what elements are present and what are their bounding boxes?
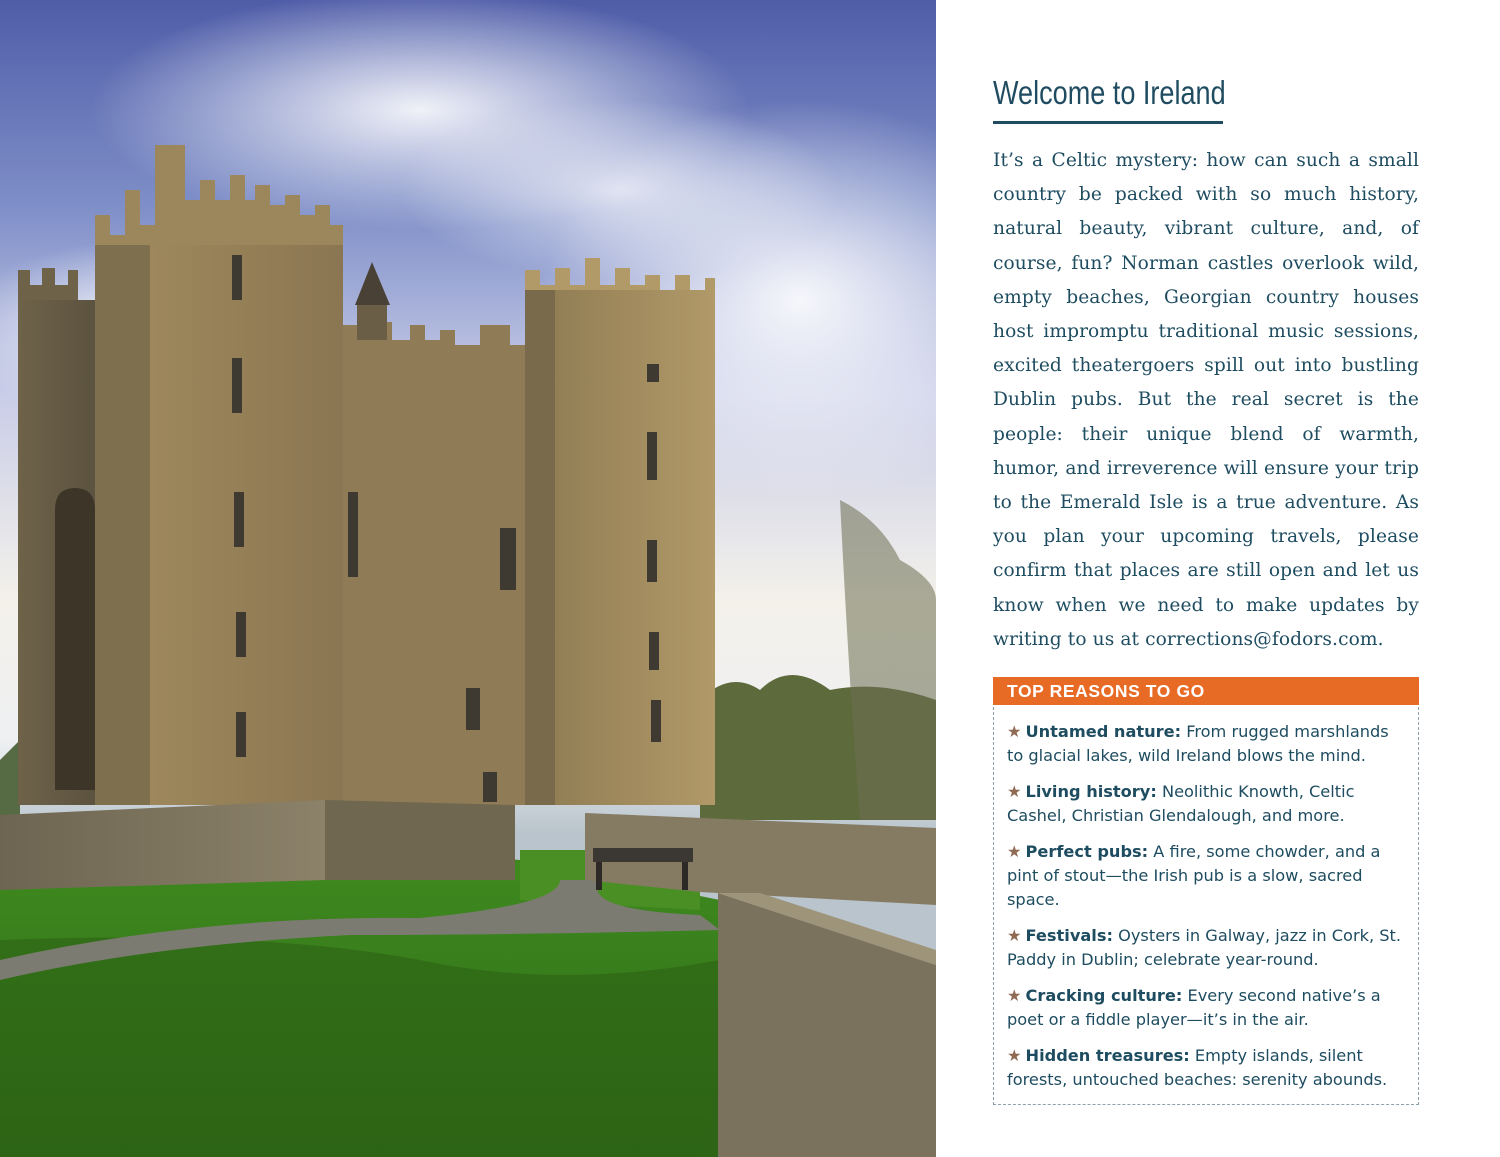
intro-paragraph: It’s a Celtic mystery: how can such a small country be packed with so much history, natural beauty, vibrant culture, and, of course, fun? Norman castles overlook wild, empty beaches, Georgian country houses host impromptu traditional music sessions, excited theatergoers spill out into bustling Dublin pubs. But the real secret is the people: their unique blend of warmth, humor, and irreverence will ensure your trip to the Emerald Isle is a true adventure. As you plan your upcoming travels, please confirm that places are still open and let us know when we need to make updates by writing to us at corrections@fodors.com. [993,150,1419,650]
top-reasons-heading: TOP REASONS TO GO [993,677,1419,705]
title-underline [993,121,1223,124]
reason-item [1007,720,1407,768]
star-icon: ★ [1007,986,1022,1005]
star-icon: ★ [1007,1046,1022,1065]
page-title: Welcome to Ireland [993,74,1226,111]
reason-text: Neolithic Knowth, Celtic Cashel, Christian Glendalough, and more. [1007,782,1355,825]
reason-label: Untamed nature: [1025,722,1182,741]
reason-item [1007,924,1407,972]
reason-item [1007,1044,1407,1092]
reason-item [1007,780,1407,828]
reason-label: Cracking culture: [1025,986,1183,1005]
reason-text: Empty islands, silent forests, untouched beaches: serenity abounds. [1007,1046,1388,1089]
star-icon: ★ [1007,842,1022,861]
reason-text: Every second native’s a poet or a fiddle player—it’s in the air. [1007,986,1381,1029]
reason-text: From rugged marshlands to glacial lakes, wild Ireland blows the mind. [1007,722,1389,765]
reason-text: Oysters in Galway, jazz in Cork, St. Paddy in Dublin; celebrate year-round. [1007,926,1402,969]
reason-item [1007,840,1407,912]
top-reasons-box [993,677,1419,1105]
reason-label: Festivals: [1025,926,1113,945]
star-icon: ★ [1007,722,1022,741]
star-icon: ★ [1007,926,1022,945]
reason-text: A fire, some chowder, and a pint of stout—the Irish pub is a slow, sacred space. [1007,842,1381,909]
reason-label: Perfect pubs: [1025,842,1149,861]
reason-label: Hidden treasures: [1025,1046,1190,1065]
reason-label: Living history: [1025,782,1157,801]
reason-item [1007,984,1407,1032]
star-icon: ★ [1007,782,1022,801]
